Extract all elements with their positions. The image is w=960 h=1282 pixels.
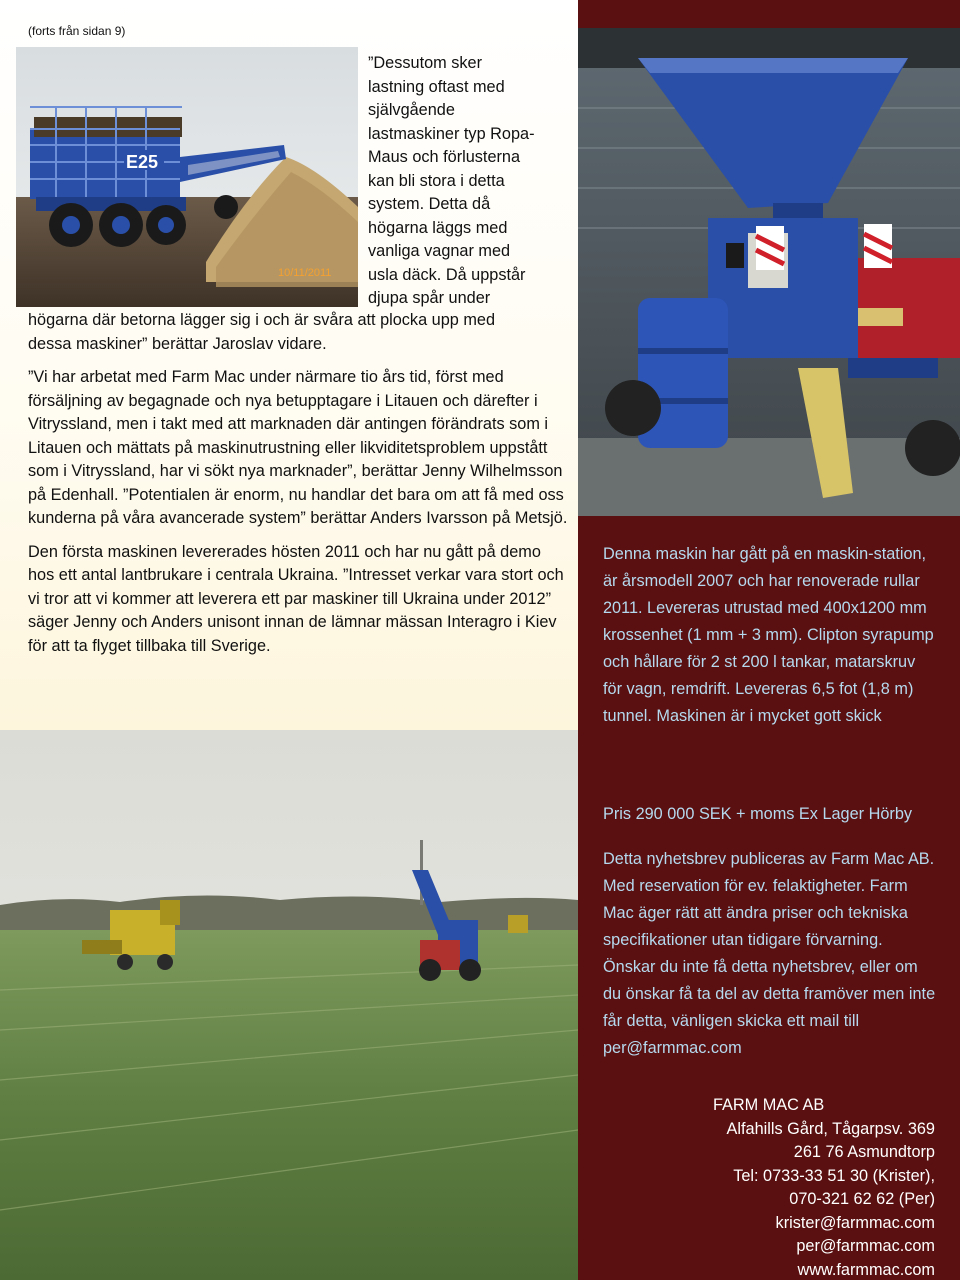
cont-line: dessa maskiner” berättar Jaroslav vidare. (28, 333, 568, 357)
address-line-1: Alfahills Gård, Tågarpsv. 369 (603, 1118, 935, 1142)
wrapped-line: ”Dessutom sker (368, 52, 568, 76)
address-line-2: 261 76 Asmundtorp (603, 1141, 935, 1165)
article-wrapped-text (368, 52, 568, 311)
phone-krister: Tel: 0733-33 51 30 (Krister), (603, 1165, 935, 1189)
trailer-label: E25 (126, 152, 158, 172)
wrapped-line: Maus och förlusterna (368, 146, 568, 170)
field-harvest-photo (0, 730, 578, 1280)
article-paragraph-3: Den första maskinen levererades hösten 2011 och har nu gått på demo hos ett antal lantbrukare i centrala Ukraina. ”Intresset verkar vara stort och vi tror att vi kommer att leverera ett par maskiner till Ukraina under 2012” säger Jenny och Anders unisont innan de lämnar mässan Interagro i Kiev för att ta flyget tillbaka till Sverige. (28, 541, 568, 659)
crusher-machine-photo (578, 28, 960, 516)
machine-price: Pris 290 000 SEK + moms Ex Lager Hörby (603, 801, 938, 828)
wrapped-line: självgående (368, 99, 568, 123)
wrapped-line: lastmaskiner typ Ropa- (368, 123, 568, 147)
beet-trailer-photo (16, 47, 358, 307)
email-krister[interactable]: krister@farmmac.com (603, 1212, 935, 1236)
cont-line: högarna där betorna lägger sig i och är svåra att plocka upp med (28, 309, 568, 333)
article-paragraph-2: ”Vi har arbetat med Farm Mac under närmare tio års tid, först med försäljning av begagnade och nya betupptagare i Litauen och därefter i Vitryssland, men i takt med att marknaden där antingen förändrats som i Litauen och mättats på maskinutrustning eller likviditetsproblem uppstått som i Vitryssland, har vi sökt nya marknader”, berättar Jenny Wilhelmsson på Edenhall. ”Potentialen är enorm, nu handlar det bara om att få med oss kunderna på våra avancerade system” berättar Anders Ivarsson på Metsjö. (28, 366, 568, 531)
contact-block (603, 1094, 935, 1282)
wrapped-line: kan bli stora i detta (368, 170, 568, 194)
website-link[interactable]: www.farmmac.com (603, 1259, 935, 1282)
wrapped-line: system. Detta då (368, 193, 568, 217)
wrapped-line: vanliga vagnar med (368, 240, 568, 264)
wrapped-line: högarna läggs med (368, 217, 568, 241)
wrapped-line: lastning oftast med (368, 76, 568, 100)
continued-note: (forts från sidan 9) (28, 24, 125, 38)
newsletter-disclaimer: Detta nyhetsbrev publiceras av Farm Mac AB. Med reservation för ev. felaktigheter. Farm Mac äger rätt att ändra priser och tekniska specifikationer utan tidigare förvarning. Önskar du inte få detta nyhetsbrev, eller om du önskar få ta del av detta framöver men inte får detta, vänligen skicka ett mail till per@farmmac.com (603, 846, 938, 1062)
article-continuation (28, 309, 568, 356)
phone-per: 070-321 62 62 (Per) (603, 1188, 935, 1212)
article-body (28, 366, 568, 668)
company-name: FARM MAC AB (603, 1094, 935, 1118)
wrapped-line: djupa spår under (368, 287, 568, 311)
wrapped-line: usla däck. Då uppstår (368, 264, 568, 288)
photo-date-stamp: 10/11/2011 (278, 267, 331, 279)
email-per[interactable]: per@farmmac.com (603, 1235, 935, 1259)
machine-description: Denna maskin har gått på en maskin-station, är årsmodell 2007 och har renoverade rullar 2011. Levereras utrustad med 400x1200 mm krossenhet (1 mm + 3 mm). Clipton syrapump och hållare för 2 st 200 l tankar, matarskruv för vagn, remdrift. Levereras 6,5 fot (1,8 m) tunnel. Maskinen är i mycket gott skick (603, 541, 938, 730)
